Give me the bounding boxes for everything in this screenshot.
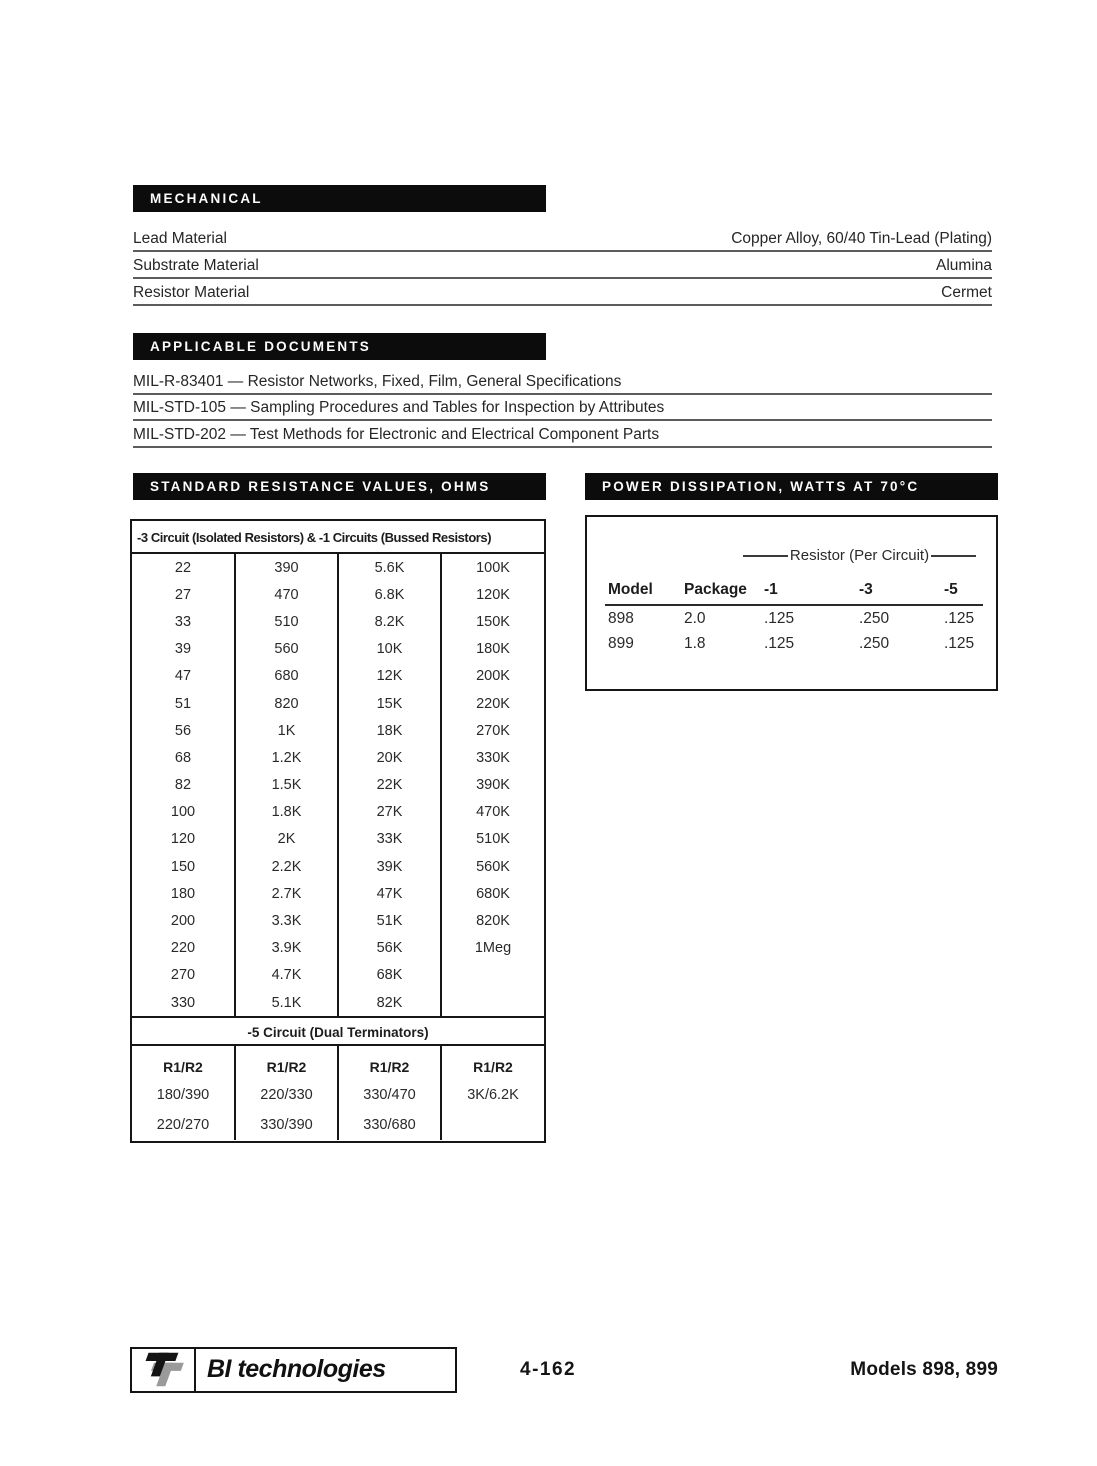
section-title: MECHANICAL <box>150 191 263 206</box>
resistance-cell: 1.2K <box>235 744 338 771</box>
resistance-cell: 39K <box>338 853 441 880</box>
resistance-row <box>132 717 544 744</box>
section-header-mechanical <box>133 185 546 212</box>
resistance-row <box>132 663 544 690</box>
resistance-cell: 560 <box>235 636 338 663</box>
resistance-cell: 47 <box>174 668 192 685</box>
power-cell-5: .125 <box>944 609 975 627</box>
resistance-row <box>132 636 544 663</box>
power-column-header: -5 <box>941 575 983 605</box>
resistance-row <box>132 690 544 717</box>
power-data-row <box>605 631 983 657</box>
power-cell-package: 1.8 <box>684 635 706 652</box>
dual-column-header: R1/R2 <box>441 1046 544 1080</box>
power-header-row <box>605 575 983 605</box>
dual-cell <box>441 1110 544 1140</box>
spec-label: Substrate Material <box>133 257 259 274</box>
resistance-cell: 180 <box>170 885 196 902</box>
resistance-cell: 270 <box>170 967 196 984</box>
resistance-cell: 560K <box>441 853 544 880</box>
resistance-row <box>132 880 544 907</box>
resistance-cell: 200K <box>441 663 544 690</box>
power-cell-5: .125 <box>944 635 975 652</box>
resistance-cell: 33K <box>338 826 441 853</box>
document-text: MIL-R-83401 — Resistor Networks, Fixed, Film, General Specifications <box>133 372 622 390</box>
spec-label: Lead Material <box>133 230 227 247</box>
applicable-document-rows <box>133 368 992 448</box>
resistance-cell: 56 <box>174 722 192 739</box>
resistance-row <box>132 581 544 608</box>
dual-cell: 330/390 <box>235 1110 338 1140</box>
note-rule-left <box>743 555 788 557</box>
resistance-cell: 27 <box>174 586 192 603</box>
mechanical-spec-rows <box>133 225 992 306</box>
resistance-cell: 150K <box>441 608 544 635</box>
power-cell-model: 898 <box>608 609 634 627</box>
resistance-cell: 22 <box>174 559 192 576</box>
power-table-body <box>605 605 983 657</box>
resistance-cell: 270K <box>441 717 544 744</box>
resistance-cell: 22K <box>338 772 441 799</box>
resistance-cell: 4.7K <box>235 962 338 989</box>
power-cell-3: .250 <box>859 609 890 627</box>
spec-row <box>133 252 992 279</box>
resistance-cell: 2K <box>235 826 338 853</box>
resistance-row <box>132 907 544 934</box>
dual-terminator-header <box>132 1046 544 1080</box>
power-column-header: Package <box>681 575 761 605</box>
document-row <box>133 395 992 422</box>
section-header-applicable-documents <box>133 333 546 360</box>
resistance-cell: 680K <box>441 880 544 907</box>
resistance-grid-body <box>132 554 544 1016</box>
section-title: APPLICABLE DOCUMENTS <box>150 339 372 354</box>
resistance-cell: 51 <box>174 695 192 712</box>
resistance-cell: 6.8K <box>338 581 441 608</box>
power-column-header: -1 <box>761 575 856 605</box>
resistance-cell: 330 <box>170 994 196 1011</box>
dual-terminator-table <box>132 1046 544 1140</box>
tt-logo-icon <box>132 1349 196 1391</box>
resistance-cell: 680 <box>235 663 338 690</box>
power-cell-package: 2.0 <box>684 609 706 627</box>
resistance-cell: 51K <box>338 907 441 934</box>
resistance-cell <box>441 989 544 1016</box>
section-title: STANDARD RESISTANCE VALUES, OHMS <box>150 479 491 494</box>
resistance-row <box>132 799 544 826</box>
spec-value: Copper Alloy, 60/40 Tin-Lead (Plating) <box>731 230 992 247</box>
section-header-power-dissipation <box>585 473 998 500</box>
resistance-cell: 12K <box>338 663 441 690</box>
resistance-row <box>132 935 544 962</box>
dual-cell: 220/270 <box>156 1117 210 1134</box>
resistance-cell <box>441 962 544 989</box>
resistance-row <box>132 962 544 989</box>
resistance-cell: 2.2K <box>235 853 338 880</box>
section-header-standard-resistance <box>133 473 546 500</box>
power-data-row <box>605 605 983 631</box>
dual-terminator-row <box>132 1110 544 1140</box>
dual-terminator-row <box>132 1080 544 1110</box>
resistor-per-circuit-note <box>743 547 976 564</box>
resistance-cell: 2.7K <box>235 880 338 907</box>
dual-column-header: R1/R2 <box>235 1046 338 1080</box>
resistance-cell: 470K <box>441 799 544 826</box>
resistance-cell: 82K <box>338 989 441 1016</box>
resistance-cell: 33 <box>174 613 192 630</box>
resistance-cell: 5.1K <box>235 989 338 1016</box>
resistance-cell: 18K <box>338 717 441 744</box>
resistance-cell: 82 <box>174 777 192 794</box>
dual-terminator-caption: -5 Circuit (Dual Terminators) <box>132 1016 544 1046</box>
document-text: MIL-STD-202 — Test Methods for Electronic and Electrical Component Parts <box>133 425 660 443</box>
power-cell-model: 899 <box>608 635 634 652</box>
resistance-cell: 820K <box>441 907 544 934</box>
resistance-cell: 390 <box>235 554 338 581</box>
resistance-cell: 180K <box>441 636 544 663</box>
spec-label: Resistor Material <box>133 284 250 301</box>
resistance-cell: 15K <box>338 690 441 717</box>
resistance-cell: 10K <box>338 636 441 663</box>
resistance-cell: 120 <box>170 831 196 848</box>
document-row <box>133 421 992 448</box>
page-number: 4-162 <box>520 1359 577 1380</box>
resistance-cell: 220K <box>441 690 544 717</box>
power-column-header: Model <box>605 575 681 605</box>
power-dissipation-table <box>585 515 998 691</box>
resistance-table-caption: -3 Circuit (Isolated Resistors) & -1 Circuits (Bussed Resistors) <box>132 521 544 554</box>
spec-value: Cermet <box>941 284 992 301</box>
resistance-row <box>132 554 544 581</box>
resistance-cell: 220 <box>170 940 196 957</box>
note-text: Resistor (Per Circuit) <box>789 547 930 564</box>
resistance-cell: 27K <box>338 799 441 826</box>
brand-name: BI technologies <box>207 1355 386 1383</box>
resistance-cell: 390K <box>441 772 544 799</box>
resistance-cell: 820 <box>235 690 338 717</box>
resistance-cell: 8.2K <box>338 608 441 635</box>
section-title: POWER DISSIPATION, WATTS AT 70°C <box>602 479 920 494</box>
resistance-cell: 68 <box>174 749 192 766</box>
brand-logo <box>130 1347 457 1393</box>
dual-cell: 330/470 <box>338 1080 441 1110</box>
dual-cell: 180/390 <box>156 1087 210 1104</box>
resistance-cell: 3.9K <box>235 935 338 962</box>
resistance-cell: 510 <box>235 608 338 635</box>
power-cell-1: .125 <box>764 609 795 627</box>
resistance-cell: 20K <box>338 744 441 771</box>
dual-cell: 220/330 <box>235 1080 338 1110</box>
dual-cell: 3K/6.2K <box>441 1080 544 1110</box>
resistance-cell: 1.5K <box>235 772 338 799</box>
models-label: Models 898, 899 <box>850 1359 998 1380</box>
note-rule-right <box>931 555 976 557</box>
resistance-row <box>132 608 544 635</box>
resistance-cell: 68K <box>338 962 441 989</box>
resistance-row <box>132 744 544 771</box>
resistance-values-table <box>130 519 546 1143</box>
resistance-cell: 47K <box>338 880 441 907</box>
document-text: MIL-STD-105 — Sampling Procedures and Tables for Inspection by Attributes <box>133 399 665 416</box>
resistance-cell: 1K <box>235 717 338 744</box>
resistance-row <box>132 989 544 1016</box>
resistance-cell: 200 <box>170 913 196 930</box>
resistance-row <box>132 826 544 853</box>
dual-column-header: R1/R2 <box>338 1046 441 1080</box>
resistance-cell: 5.6K <box>338 554 441 581</box>
resistance-cell: 100K <box>441 554 544 581</box>
power-cell-3: .250 <box>859 635 890 652</box>
document-row <box>133 368 992 395</box>
resistance-cell: 470 <box>235 581 338 608</box>
resistance-row <box>132 772 544 799</box>
spec-row <box>133 225 992 252</box>
resistance-cell: 150 <box>170 858 196 875</box>
resistance-cell: 39 <box>174 641 192 658</box>
power-cell-1: .125 <box>764 635 795 652</box>
dual-cell: 330/680 <box>338 1110 441 1140</box>
resistance-cell: 56K <box>338 935 441 962</box>
spec-row <box>133 279 992 306</box>
resistance-row <box>132 853 544 880</box>
spec-value: Alumina <box>936 257 992 274</box>
resistance-cell: 120K <box>441 581 544 608</box>
resistance-cell: 1.8K <box>235 799 338 826</box>
dual-terminator-body <box>132 1080 544 1140</box>
resistance-cell: 3.3K <box>235 907 338 934</box>
resistance-cell: 1Meg <box>441 935 544 962</box>
resistance-cell: 510K <box>441 826 544 853</box>
resistance-cell: 100 <box>170 804 196 821</box>
resistance-cell: 330K <box>441 744 544 771</box>
power-column-header: -3 <box>856 575 941 605</box>
dual-column-header: R1/R2 <box>163 1059 203 1076</box>
